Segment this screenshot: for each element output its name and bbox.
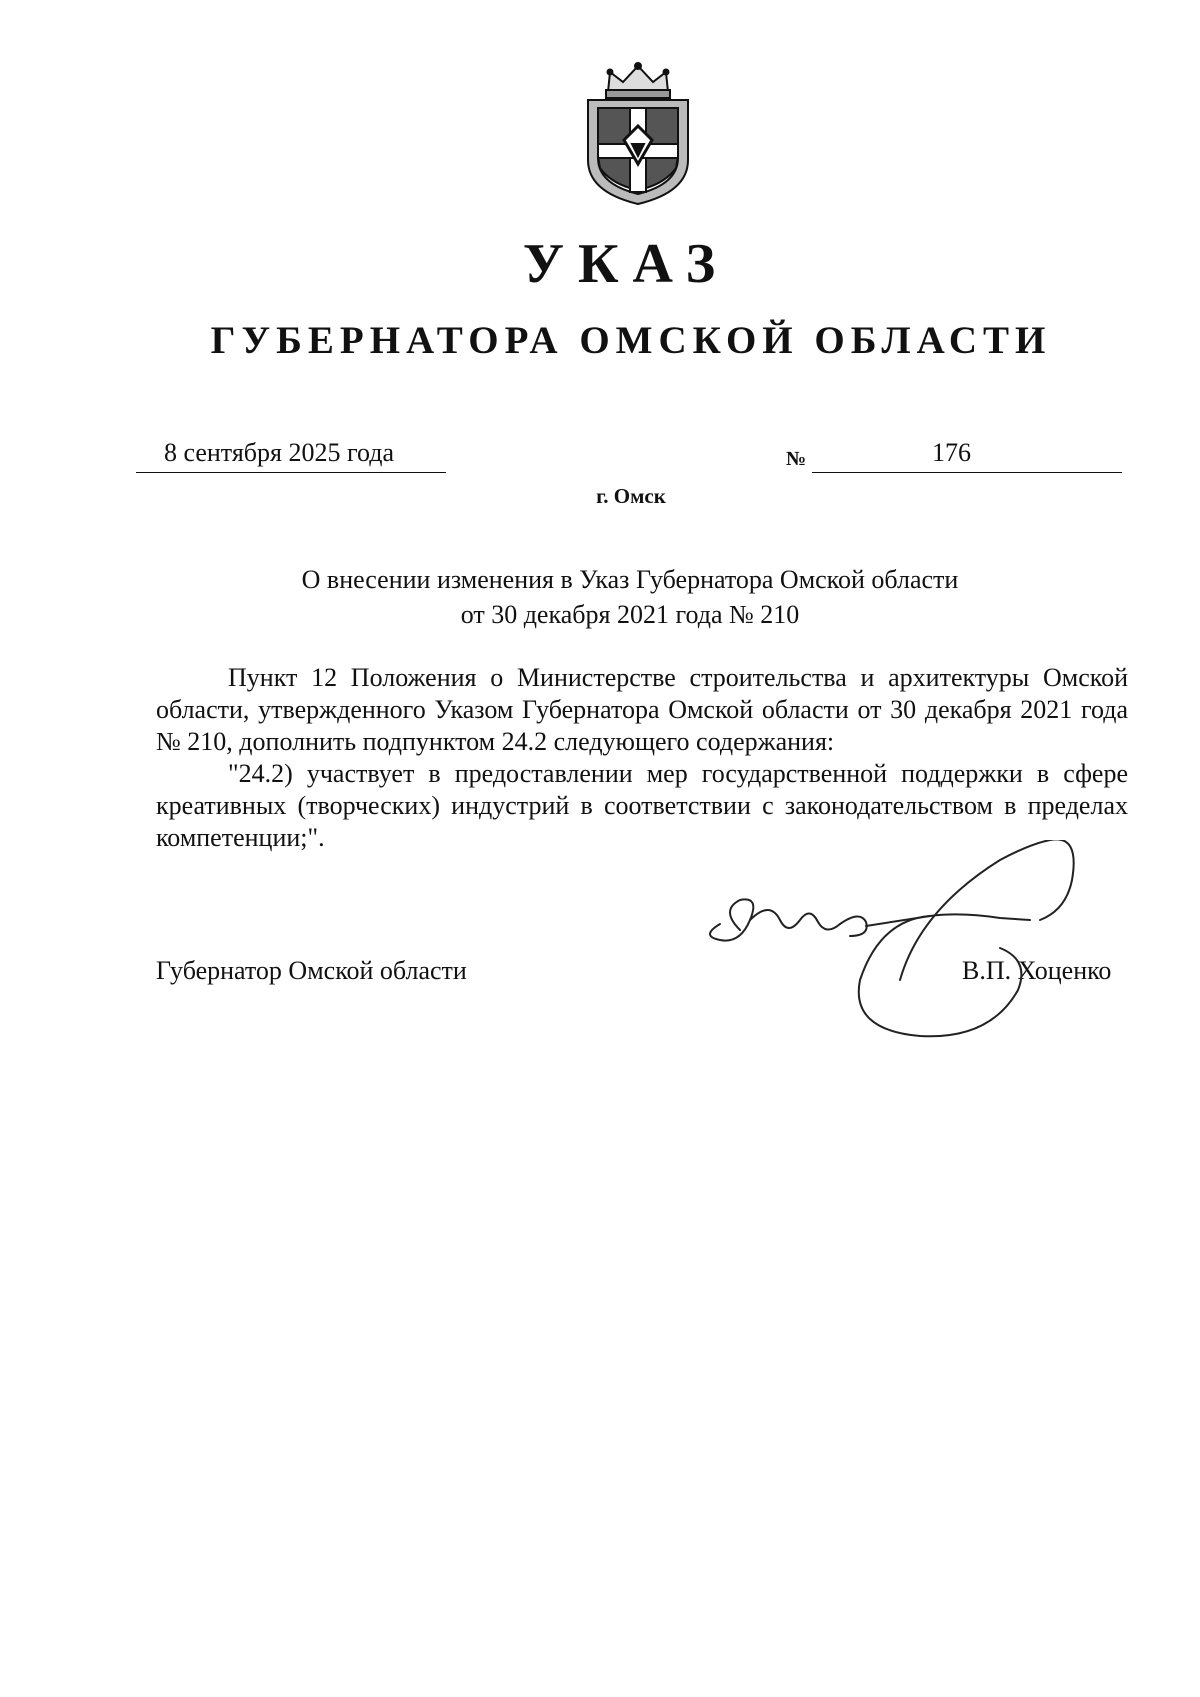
- document-date: 8 сентября 2025 года: [164, 438, 395, 467]
- document-heading: [200, 562, 1060, 632]
- signer-name: В.П. Хоценко: [962, 956, 1112, 985]
- date-field: [136, 438, 446, 473]
- coat-of-arms-icon: [578, 60, 698, 208]
- body-paragraph-2: "24.2) участвует в предоставлении мер государственной поддержки в сфере креативных (творческих) индустрий в соответствии с законодательством в пределах компетенции;".: [156, 759, 1128, 852]
- signer-position: Губернатор Омской области: [156, 956, 467, 985]
- heading-line-2: от 30 декабря 2021 года № 210: [460, 600, 800, 629]
- number-field: [812, 438, 1122, 473]
- document-body: [156, 662, 1128, 854]
- city-label: г. Омск: [596, 484, 666, 508]
- document-title: УКАЗ: [522, 233, 730, 295]
- document-subtitle: ГУБЕРНАТОРА ОМСКОЙ ОБЛАСТИ: [210, 319, 1052, 362]
- heading-line-1: О внесении изменения в Указ Губернатора Омской области: [301, 565, 959, 594]
- signature-icon: [700, 840, 1120, 1080]
- document-number: 176: [932, 438, 971, 467]
- body-paragraph-1: Пункт 12 Положения о Министерстве строительства и архитектуры Омской области, утвержденного Указом Губернатора Омской области от 30 декабря 2021 года № 210, дополнить подпунктом 24.2 следующего содержания:: [156, 663, 1128, 756]
- number-sign: №: [786, 448, 807, 470]
